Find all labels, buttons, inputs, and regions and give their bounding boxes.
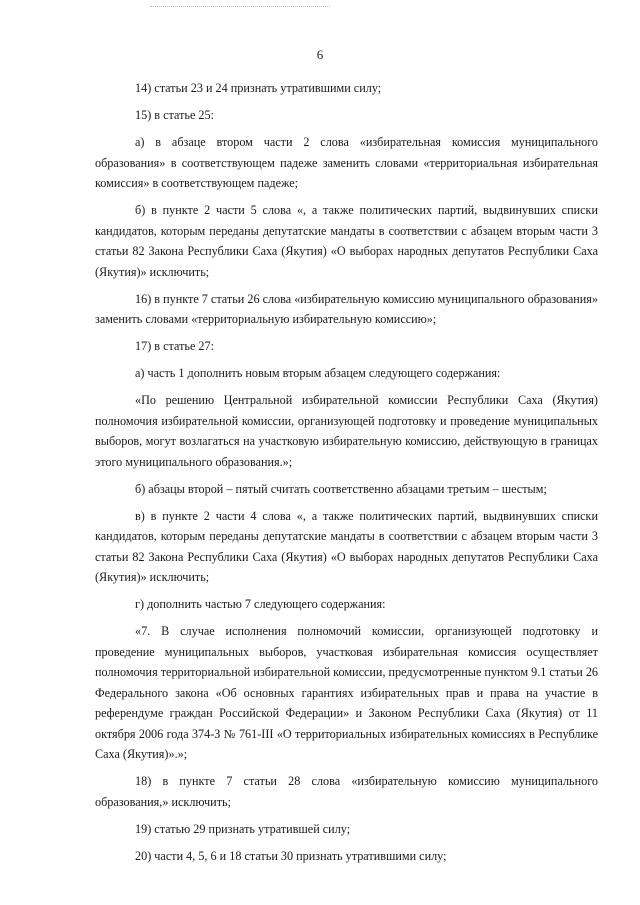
paragraph-item-20: 20) части 4, 5, 6 и 18 статьи 30 признать утратившими силу; xyxy=(135,848,447,863)
paragraph-item-14: 14) статьи 23 и 24 признать утратившими силу; xyxy=(135,81,382,95)
paragraph-item-15a: а) в абзаце втором части 2 слова «избирательная комиссия муниципального образования» в соответствующем падеже заменить словами «территориальная избирательная комиссия» в соответствующем падеже; xyxy=(95,135,598,190)
paragraph-item-15b: б) в пункте 2 части 5 слова «, а также политических партий, выдвинувших списки кандидатов, которым переданы депутатские мандаты в соответствии с абзацем вторым части 3 статьи 82 Закона Республики Саха (Якутия) «О выборах народных депутатов Республики Саха (Якутия)» исключить; xyxy=(95,203,598,279)
scan-artifact xyxy=(150,6,330,13)
paragraph-item-17g: г) дополнить частью 7 следующего содержания: xyxy=(135,597,386,611)
paragraph-item-17v: в) в пункте 2 части 4 слова «, а также политических партий, выдвинувших списки кандидатов, которым переданы депутатские мандаты в соответствии с абзацем вторым части 3 статьи 82 Закона Республики Саха (Якутия) «О выборах народных депутатов Республики Саха (Якутия)» исключить; xyxy=(95,508,598,584)
document-body xyxy=(95,78,598,873)
paragraph-item-19: 19) статью 29 признать утратившей силу; xyxy=(135,821,351,836)
paragraph-item-15: 15) в статье 25: xyxy=(135,108,214,122)
page-number: 6 xyxy=(316,47,324,62)
paragraph-item-16: 16) в пункте 7 статьи 26 слова «избирательную комиссию муниципального образования» заменить словами «территориальную избирательную комиссию»; xyxy=(95,291,598,326)
paragraph-item-17b: б) абзацы второй – пятый считать соответственно абзацами третьим – шестым; xyxy=(135,481,547,496)
paragraph-item-18: 18) в пункте 7 статьи 28 слова «избирательную комиссию муниципального образования,» исключить; xyxy=(95,774,598,809)
paragraph-item-17a: а) часть 1 дополнить новым вторым абзацем следующего содержания: xyxy=(135,366,501,380)
paragraph-item-17: 17) в статье 27: xyxy=(135,339,214,353)
paragraph-quote-part-7: «7. В случае исполнения полномочий комиссии, организующей подготовку и проведение муниципальных выборов, участковая избирательная комиссия осуществляет полномочия территориальной избирательной комиссии, предусмотренные пунктом 9.1 статьи 26 Федерального закона «Об основных гарантиях избирательных прав и права на участие в референдуме граждан Российской Федерации» и Законом Республики Саха (Якутия) от 11 октября 2006 года 374-З № 761-III «О территориальных избирательных комиссиях в Республике Саха (Якутия)».»; xyxy=(95,624,599,761)
paragraph-quote-central-commission: «По решению Центральной избирательной комиссии Республики Саха (Якутия) полномочия избирательной комиссии, организующей подготовку и проведение муниципальных выборов, могут возлагаться на участковую избирательную комиссию, действующую в границах этого муниципального образования.»; xyxy=(95,393,598,469)
